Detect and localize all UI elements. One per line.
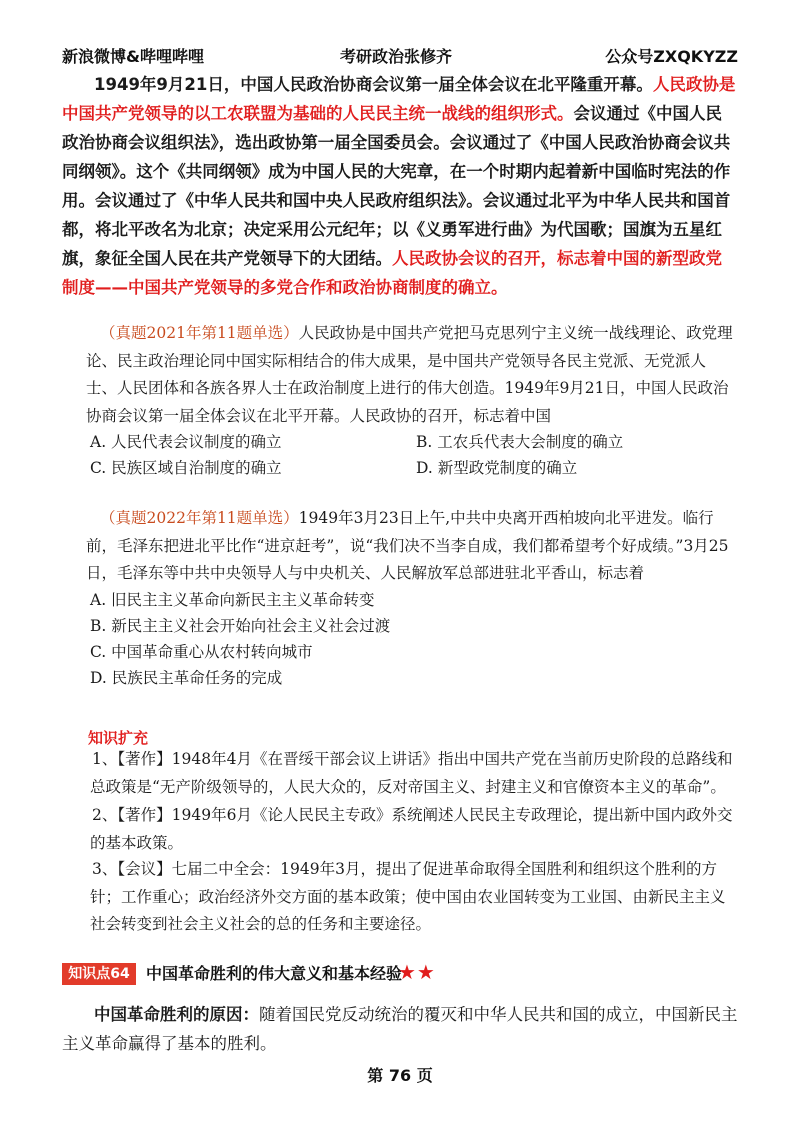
intro-sentence-3: 会议通过《中国人民政治协商会议组织法》，选出政协第一届全国委员会。会议通过了《中国人民政治协商会议共同纲领》。这个《共同纲领》成为中国人民的大宪章，在一个时期内起着新中国临时宪法的作用。会议通过了《中华人民共和国中央人民政府组织法》。会议通过北平为中华人民共和国首都，将北平改名为北京；决定采用公元纪年；以《义勇军进行曲》为代国歌；国旗为五星红旗，象征全国人民在共产党领导下的大团结。: [62, 104, 731, 268]
victory-paragraph: [62, 1000, 738, 1058]
q2021-option-d: D. 新型政党制度的确立: [416, 459, 578, 477]
q2021-option-a: A. 人民代表会议制度的确立: [90, 433, 282, 451]
header-right: 公众号ZXQKYZZ: [605, 47, 738, 66]
question-2022-tag: （真题2022年第11题单选）: [100, 509, 299, 527]
importance-stars-icon: ★★: [398, 960, 436, 984]
q2022-option-a: A. 旧民主主义革命向新民主主义革命转变: [90, 591, 375, 609]
question-2022: [86, 505, 734, 588]
knowledge-item-num: 2、: [92, 806, 118, 824]
victory-text: 随着国民党反动统治的覆灭和中华人民共和国的成立，中国新民主主义革命赢得了基本的胜利。: [62, 1005, 738, 1053]
question-2021: [86, 320, 734, 430]
knowledge-point-title: 中国革命胜利的伟大意义和基本经验: [146, 964, 403, 983]
q2022-option-b: B. 新民主主义社会开始向社会主义社会过渡: [90, 617, 391, 635]
victory-label: 中国革命胜利的原因：: [94, 1005, 259, 1024]
knowledge-item-tag: 【著作】: [117, 806, 172, 824]
header-center: 考研政治张修齐: [340, 47, 453, 66]
knowledge-item-1: [90, 746, 736, 801]
knowledge-item-3: [90, 856, 736, 939]
q2021-option-b: B. 工农兵代表大会制度的确立: [416, 433, 624, 451]
question-2022-text: 1949年3月23日上午,中共中央离开西柏坡向北平进发。临行前，毛泽东把进北平比作“进京赶考”，说“我们决不当李自成，我们都希望考个好成绩。”3月25日，毛泽东等中共中央领导人与中央机关、人民解放军总部进驻北平香山，标志着: [86, 509, 729, 582]
knowledge-item-tag: 【会议】: [117, 860, 172, 878]
page-number: 第 76 页: [367, 1066, 433, 1085]
knowledge-item-text: 1948年4月《在晋绥干部会议上讲话》指出中国共产党在当前历史阶段的总路线和总政策是“无产阶级领导的，人民大众的，反对帝国主义、封建主义和官僚资本主义的革命”。: [90, 750, 733, 796]
intro-highlight-2: 人民政协会议的召开，标志着中国的新型政党制度——中国共产党领导的多党合作和政治协商制度的确立。: [62, 249, 722, 297]
question-2021-text: 人民政协是中国共产党把马克思列宁主义统一战线理论、政党理论、民主政治理论同中国实际相结合的伟大成果，是中国共产党领导各民主党派、无党派人士、人民团体和各族各界人士在政治制度上进行的伟大创造。1949年9月21日，中国人民政治协商会议第一届全体会议在北平开幕。人民政协的召开，标志着中国: [86, 324, 733, 425]
knowledge-item-text: 七届二中全会：1949年3月，提出了促进革命取得全国胜利和组织这个胜利的方针；工作重心；政治经济外交方面的基本政策；使中国由农业国转变为工业国、由新民主主义社会转变到社会主义社会的总的任务和主要途径。: [90, 860, 726, 933]
intro-highlight-1: 人民政协是中国共产党领导的以工农联盟为基础的人民民主统一战线的组织形式。: [62, 75, 736, 123]
knowledge-point-badge: 知识点64: [62, 963, 136, 985]
knowledge-item-tag: 【著作】: [117, 750, 172, 768]
knowledge-item-2: [90, 802, 736, 857]
knowledge-item-num: 1、: [92, 750, 118, 768]
q2022-option-d: D. 民族民主革命任务的完成: [90, 669, 283, 687]
knowledge-title: 知识扩充: [88, 729, 149, 747]
header-left: 新浪微博&哔哩哔哩: [62, 47, 204, 66]
question-2021-tag: （真题2021年第11题单选）: [100, 324, 299, 342]
q2021-option-c: C. 民族区域自治制度的确立: [90, 459, 282, 477]
q2022-option-c: C. 中国革命重心从农村转向城市: [90, 643, 313, 661]
intro-sentence-1: 1949年9月21日，中国人民政治协商会议第一届全体会议在北平隆重开幕。: [94, 75, 653, 94]
knowledge-item-text: 1949年6月《论人民民主专政》系统阐述人民民主专政理论，提出新中国内政外交的基本政策。: [90, 806, 733, 852]
intro-paragraph: [62, 70, 738, 302]
knowledge-item-num: 3、: [92, 860, 118, 878]
